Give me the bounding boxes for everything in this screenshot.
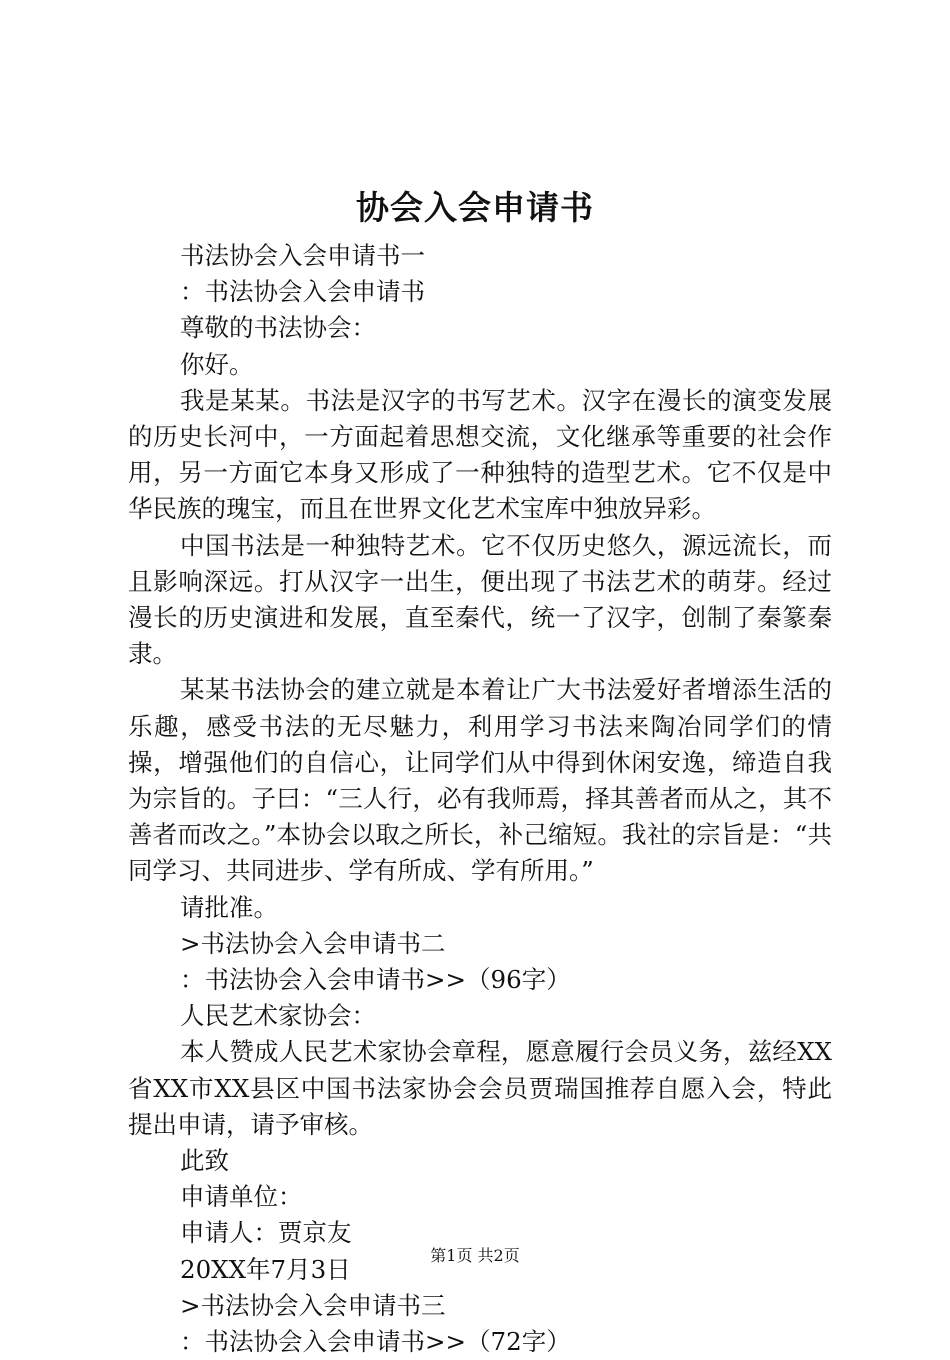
section-subheading-2: ：书法协会入会申请书>>（96字） <box>180 965 571 995</box>
applicant-unit: 申请单位： <box>180 1182 303 1212</box>
page-footer: 第1页 共2页 <box>430 1246 520 1265</box>
body-paragraph-3: 某某书法协会的建立就是本着让广大书法爱好者增添生活的乐趣，感受书法的无尽魅力，利用学习书法来陶冶同学们的情操，增强他们的自信心，让同学们从中得到休闲安逸，缔造自我为宗旨的。子曰：“三人行，必有我师焉，择其善者而从之，其不善者而改之。”本协会以取之所长，补己缩短。我社的宗旨是：“共同学习、共同进步、学有所成、学有所用。” <box>128 675 832 886</box>
closing: 此致 <box>180 1146 229 1176</box>
body-paragraph-2: 中国书法是一种独特艺术。它不仅历史悠久，源远流长，而且影响深远。打从汉字一出生，便出现了书法艺术的萌芽。经过漫长的历史演进和发展，直至秦代，统一了汉字，创制了秦篆秦隶。 <box>128 530 832 669</box>
section-heading-3: >书法协会入会申请书三 <box>180 1290 446 1320</box>
body-paragraph-1: 我是某某。书法是汉字的书写艺术。汉字在漫长的演变发展的历史长河中，一方面起着思想交流，文化继承等重要的社会作用，另一方面它本身又形成了一种独特的造型艺术。它不仅是中华民族的瑰宝，而且在世界文化艺术宝库中独放异彩。 <box>128 385 832 524</box>
section-subheading-3: ：书法协会入会申请书>>（72字） <box>180 1327 571 1357</box>
request-line: 请批准。 <box>180 892 278 922</box>
body-paragraph-4: 本人赞成人民艺术家协会章程，愿意履行会员义务，兹经XX省XX市XX县区中国书法家协会会员贾瑞国推荐自愿入会，特此提出申请，请予审核。 <box>128 1037 832 1139</box>
applicant-name: 申请人：贾京友 <box>180 1218 352 1248</box>
section-subheading-1: ：书法协会入会申请书 <box>180 277 425 307</box>
greeting: 你好。 <box>180 349 254 379</box>
document-body <box>128 238 832 1360</box>
salutation-2: 人民艺术家协会： <box>180 1001 376 1031</box>
section-heading-2: >书法协会入会申请书二 <box>180 928 446 958</box>
application-date: 20XX年7月3日 <box>180 1254 351 1284</box>
section-heading-1: 书法协会入会申请书一 <box>180 241 425 270</box>
salutation: 尊敬的书法协会： <box>180 313 376 343</box>
page-title: 协会入会申请书 <box>356 188 594 227</box>
